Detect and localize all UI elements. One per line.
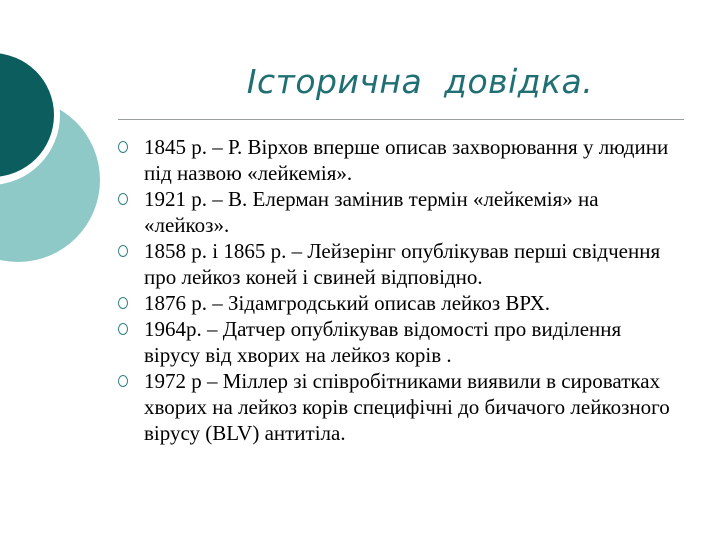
- list-item: [118, 134, 678, 186]
- list-item: [118, 238, 678, 290]
- title-divider: [118, 119, 684, 120]
- hollow-circle-bullet-icon: [118, 297, 128, 309]
- bullet-text: 1845 р. – Р. Вірхов вперше описав захворювання у людини під назвою «лейкемія».: [144, 135, 669, 185]
- list-item: [118, 186, 678, 238]
- bullet-list: [118, 134, 678, 446]
- bullet-text: 1972 р – Міллер зі співробітниками виявили в сироватках хворих на лейкоз корів специфічні до бичачого лейкозного вірусу (BLV) антитіла.: [144, 369, 670, 445]
- decorative-circles: [0, 0, 110, 300]
- bullet-text: 1876 р. – Зідамгродський описав лейкоз ВРХ.: [144, 291, 551, 315]
- bullet-text: 1858 р. і 1865 р. – Лейзерінг опублікував перші свідчення про лейкоз коней і свиней відповідно.: [144, 239, 661, 289]
- list-item: [118, 316, 678, 368]
- hollow-circle-bullet-icon: [118, 141, 128, 153]
- hollow-circle-bullet-icon: [118, 375, 128, 387]
- hollow-circle-bullet-icon: [118, 245, 128, 257]
- slide-title: Історична довідка.: [246, 62, 594, 101]
- list-item: [118, 368, 678, 446]
- list-item: [118, 290, 678, 316]
- hollow-circle-bullet-icon: [118, 323, 128, 335]
- hollow-circle-bullet-icon: [118, 193, 128, 205]
- bullet-text: 1921 р. – В. Елерман замінив термін «лейкемія» на «лейкоз».: [144, 187, 599, 237]
- bullet-text: 1964р. – Датчер опублікував відомості про виділення вірусу від хворих на лейкоз корів .: [144, 317, 622, 367]
